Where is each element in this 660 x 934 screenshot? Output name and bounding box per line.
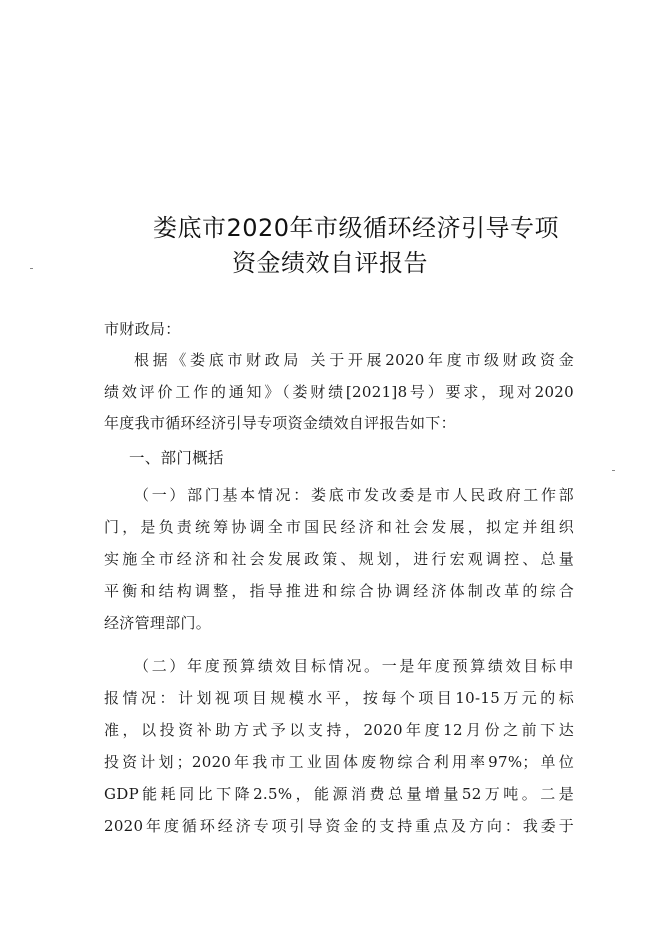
intro-line-1: 根据《娄底市财政局 关于开展2020年度市级财政资金	[134, 351, 574, 369]
report-title-line-1: 娄底市2020年市级循环经济引导专项	[152, 214, 560, 242]
intro-line-3: 年度我市循环经济引导专项资金绩效自评报告如下：	[104, 414, 456, 432]
target-line-5: GDP能耗同比下降2.5%，能源消费总量增量52万吨。二是	[104, 785, 574, 803]
target-line-1: （二）年度预算绩效目标情况。一是年度预算绩效目标申	[134, 657, 574, 675]
salutation: 市财政局：	[104, 320, 181, 338]
target-line-4: 投资计划；2020年我市工业固体废物综合利用率97%；单位	[104, 753, 574, 771]
basic-line-5: 经济管理部门。	[104, 614, 212, 632]
scan-speck	[612, 470, 615, 471]
basic-line-3: 实施全市经济和社会发展政策、规划，进行宏观调控、总量	[104, 550, 574, 568]
report-title-line-2: 资金绩效自评报告	[232, 249, 428, 277]
target-line-6: 2020年度循环经济专项引导资金的支持重点及方向：我委于	[104, 817, 574, 835]
target-line-2: 报情况：计划视项目规模水平，按每个项目10-15万元的标	[104, 689, 574, 707]
scan-speck	[30, 268, 33, 269]
section-heading-1: 一、部门概括	[129, 449, 224, 467]
basic-line-4: 平衡和结构调整，指导推进和综合协调经济体制改革的综合	[104, 582, 574, 600]
basic-line-2: 门，是负责统筹协调全市国民经济和社会发展，拟定并组织	[104, 518, 574, 536]
basic-line-1: （一）部门基本情况：娄底市发改委是市人民政府工作部	[134, 486, 574, 504]
intro-line-2: 绩效评价工作的通知》（娄财绩[2021]8号）要求，现对2020	[104, 383, 574, 401]
target-line-3: 准，以投资补助方式予以支持，2020年度12月份之前下达	[104, 721, 574, 739]
